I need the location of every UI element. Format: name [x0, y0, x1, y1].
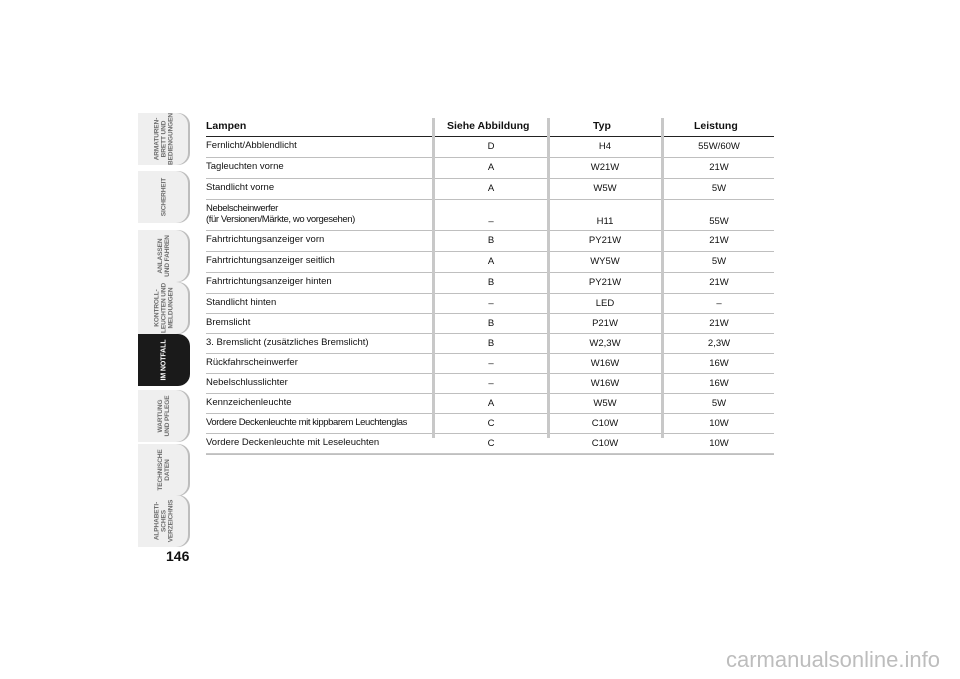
figure-ref-cell: A — [487, 398, 495, 409]
figure-ref-cell: – — [488, 216, 494, 227]
figure-ref-cell: B — [487, 277, 495, 288]
chapter-tab[interactable] — [138, 113, 190, 165]
chapter-tab[interactable] — [138, 495, 190, 547]
power-cell: 16W — [709, 358, 729, 369]
lamp-name-cell: Fahrtrichtungsanzeiger seitlich — [206, 255, 335, 266]
power-cell: 21W — [709, 277, 729, 288]
power-cell: 5W — [711, 183, 727, 194]
chapter-tab-label: WARTUNG UND PFLEGE — [157, 395, 171, 437]
lamp-name-cell: Vordere Deckenleuchte mit kippbarem Leuchtenglas — [206, 417, 408, 428]
header-siehe-abbildung: Siehe Abbildung — [447, 120, 530, 132]
table-header — [206, 118, 774, 137]
table-bottom-rule — [206, 453, 774, 454]
power-cell: 21W — [709, 318, 729, 329]
lamp-type-cell: C10W — [591, 418, 619, 429]
chapter-tab-label: KONTROLL- LEUCHTEN UND MELDUNGEN — [153, 282, 175, 334]
table-row — [206, 334, 774, 354]
figure-ref-cell: – — [488, 358, 494, 369]
table-body — [206, 137, 774, 455]
power-cell: 21W — [709, 162, 729, 173]
table-row — [206, 314, 774, 334]
table-row — [206, 354, 774, 374]
table-row — [206, 294, 774, 314]
figure-ref-cell: B — [487, 318, 495, 329]
column-separator — [661, 118, 664, 438]
power-cell: 16W — [709, 378, 729, 389]
power-cell: 2,3W — [707, 338, 731, 349]
power-cell: – — [716, 298, 722, 309]
chapter-tab-label: SICHERHEIT — [160, 177, 168, 217]
lamp-type-cell: PY21W — [588, 235, 622, 246]
lamp-type-cell: W5W — [593, 183, 617, 194]
power-cell: 10W — [709, 418, 729, 429]
lamp-name-cell: Tagleuchten vorne — [206, 161, 284, 172]
lamp-type-cell: W16W — [590, 378, 620, 389]
page-number: 146 — [166, 548, 190, 564]
header-lampen: Lampen — [206, 120, 247, 132]
power-cell: 21W — [709, 235, 729, 246]
lamp-name-cell: Fahrtrichtungsanzeiger vorn — [206, 234, 325, 245]
lamp-name-cell: Vordere Deckenleuchte mit Leseleuchten — [206, 437, 380, 448]
chapter-tab[interactable] — [138, 282, 190, 334]
lamp-type-cell: P21W — [592, 318, 618, 329]
header-typ: Typ — [593, 120, 611, 132]
power-cell: 10W — [709, 438, 729, 449]
lamp-name-cell: Fernlicht/Abblendlicht — [206, 140, 297, 151]
chapter-tab[interactable] — [138, 390, 190, 442]
lamp-type-cell: W16W — [590, 358, 620, 369]
figure-ref-cell: A — [487, 256, 495, 267]
chapter-tab-label: ANLASSEN UND FAHREN — [157, 235, 171, 277]
lamp-name-cell: Bremslicht — [206, 317, 251, 328]
table-row — [206, 394, 774, 414]
power-cell: 55W/60W — [698, 141, 740, 152]
table-row — [206, 252, 774, 273]
figure-ref-cell: D — [487, 141, 495, 152]
lamp-name-cell: Kennzeichenleuchte — [206, 397, 292, 408]
table-row — [206, 158, 774, 179]
chapter-tab-label: ALPHABETI- SCHES VERZEICHNIS — [153, 499, 175, 543]
chapter-tab-label: IM NOTFALL — [160, 339, 168, 381]
lamp-name-cell: Nebelscheinwerfer (für Versionen/Märkte, wo vorgesehen) — [206, 203, 355, 225]
chapter-tab-label: ARMATUREN- BRETT UND BEDIENGUNGEN — [153, 113, 175, 165]
column-separator — [432, 118, 435, 438]
column-separator — [547, 118, 550, 438]
figure-ref-cell: – — [488, 298, 494, 309]
figure-ref-cell: – — [488, 378, 494, 389]
lamp-name-cell: 3. Bremslicht (zusätzliches Bremslicht) — [206, 337, 369, 348]
table-row — [206, 374, 774, 394]
figure-ref-cell: C — [487, 438, 495, 449]
figure-ref-cell: A — [487, 162, 495, 173]
table-row — [206, 179, 774, 200]
header-leistung: Leistung — [694, 120, 738, 132]
figure-ref-cell: B — [487, 235, 495, 246]
watermark-text: carmanualsonline.info — [725, 647, 940, 672]
lamp-type-cell: W5W — [593, 398, 617, 409]
lamp-type-cell: PY21W — [588, 277, 622, 288]
chapter-tab[interactable] — [138, 334, 190, 386]
lamp-name-cell: Fahrtrichtungsanzeiger hinten — [206, 276, 332, 287]
figure-ref-cell: A — [487, 183, 495, 194]
lamp-type-cell: W21W — [590, 162, 620, 173]
table-row — [206, 137, 774, 158]
table-row — [206, 231, 774, 252]
power-cell: 5W — [711, 256, 727, 267]
lamp-type-cell: W2,3W — [589, 338, 621, 349]
chapter-tab[interactable] — [138, 171, 190, 223]
chapter-tab[interactable] — [138, 444, 190, 496]
lamp-type-cell: C10W — [591, 438, 619, 449]
lamp-type-cell: LED — [595, 298, 615, 309]
lamp-name-cell: Nebelschlusslichter — [206, 377, 288, 388]
chapter-tab-label: TECHNISCHE DATEN — [157, 449, 171, 491]
chapter-tab[interactable] — [138, 230, 190, 282]
lamp-type-cell: H11 — [596, 216, 614, 227]
lamp-table — [206, 118, 774, 455]
power-cell: 55W — [709, 216, 729, 227]
lamp-name-cell: Standlicht vorne — [206, 182, 275, 193]
table-row — [206, 200, 774, 231]
table-row — [206, 273, 774, 294]
lamp-name-cell: Standlicht hinten — [206, 297, 277, 308]
figure-ref-cell: B — [487, 338, 495, 349]
lamp-type-cell: H4 — [598, 141, 612, 152]
power-cell: 5W — [711, 398, 727, 409]
figure-ref-cell: C — [487, 418, 495, 429]
table-row — [206, 434, 774, 455]
lamp-name-cell: Rückfahrscheinwerfer — [206, 357, 298, 368]
lamp-type-cell: WY5W — [590, 256, 620, 267]
table-row — [206, 414, 774, 434]
